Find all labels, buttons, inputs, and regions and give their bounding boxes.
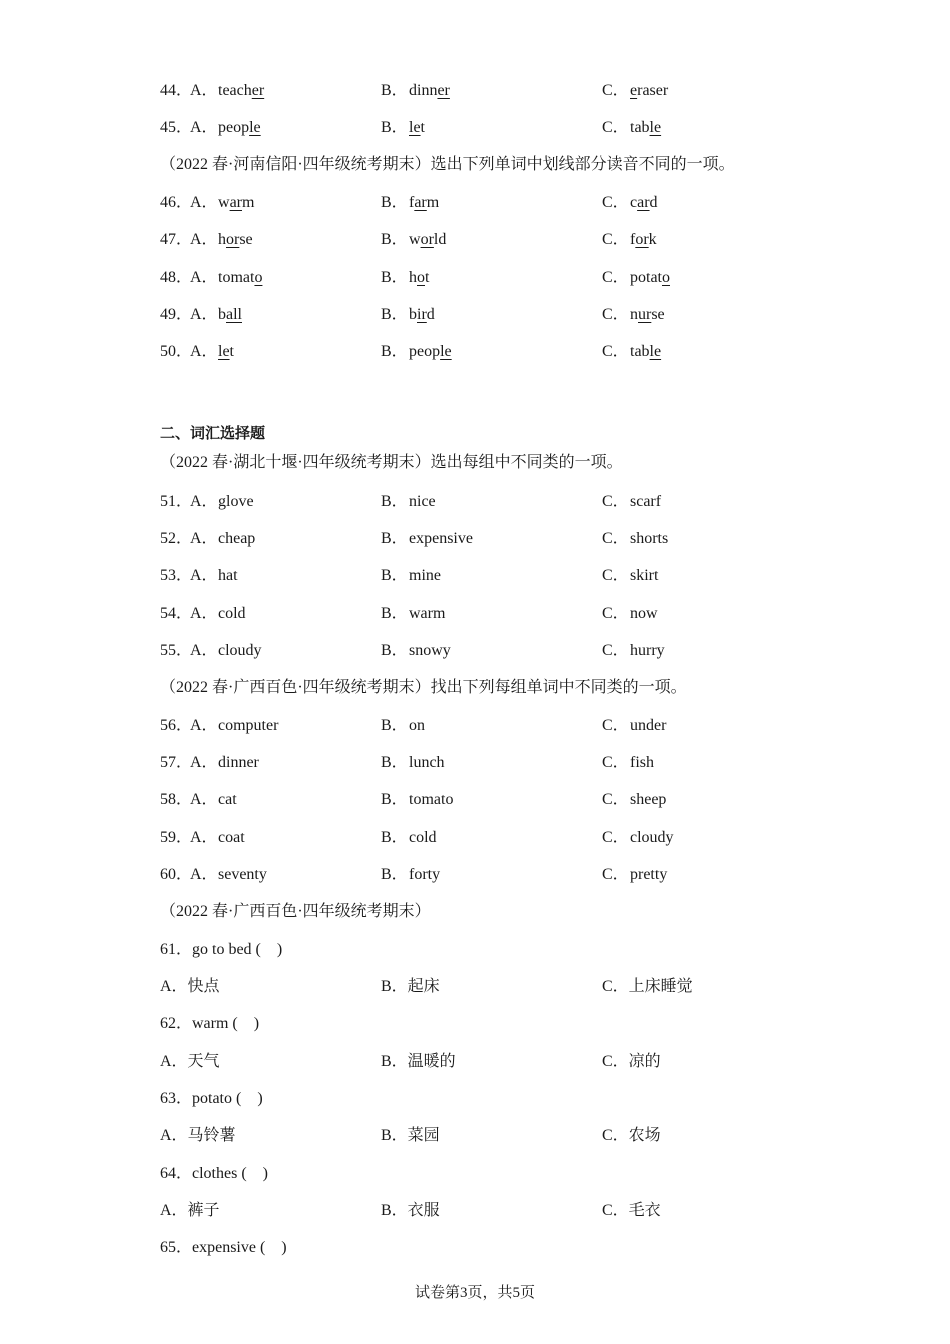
option-b[interactable] — [381, 491, 436, 513]
option-word: computer — [218, 717, 279, 734]
option-a[interactable] — [190, 80, 264, 102]
option-word: hat — [218, 567, 238, 584]
option-c[interactable] — [602, 304, 665, 326]
instruction: （2022 春·广西百色·四年级统考期末）找出下列每组单词中不同类的一项。 — [160, 679, 687, 696]
question-number: 52． — [160, 530, 193, 547]
option-word: table — [630, 119, 662, 136]
option-letter: A． — [190, 791, 218, 808]
option-letter: C． — [602, 194, 629, 211]
question-row — [160, 864, 860, 886]
option-b[interactable] — [381, 341, 452, 363]
option-letter: A． — [190, 717, 218, 734]
option-b[interactable] — [381, 640, 451, 662]
option-word: scarf — [630, 493, 662, 510]
instruction: （2022 春·河南信阳·四年级统考期末）选出下列单词中划线部分读音不同的一项。 — [160, 156, 735, 173]
question-stem: 63．potato ( ) — [160, 1090, 263, 1107]
question-number: 45． — [160, 119, 193, 136]
option-word: skirt — [630, 567, 659, 584]
underlined-part: le — [440, 343, 452, 360]
option-letter: B． — [381, 754, 408, 771]
option-a[interactable] — [190, 864, 267, 886]
option-letter: A． — [190, 119, 218, 136]
option-letter: A． — [190, 194, 218, 211]
option-letter: B． — [381, 791, 408, 808]
option-letter: B． — [381, 82, 408, 99]
option-c[interactable] — [602, 640, 665, 662]
option-letter: C． — [602, 829, 629, 846]
underlined-part: o — [662, 269, 670, 286]
option-word: let — [409, 119, 425, 136]
question-number: 50． — [160, 343, 193, 360]
option-letter: B． — [381, 530, 408, 547]
option-letter: A． — [190, 306, 218, 323]
option-letter: B． — [381, 567, 408, 584]
option-letter: A． — [190, 269, 218, 286]
option-c[interactable]: C．农场 — [602, 1127, 661, 1144]
option-c[interactable]: C．上床睡觉 — [602, 978, 693, 995]
option-b[interactable]: B．衣服 — [381, 1202, 440, 1219]
option-word: hurry — [630, 642, 665, 659]
option-letter: A． — [190, 567, 218, 584]
underlined-part: ar — [637, 194, 650, 211]
option-word: cold — [409, 829, 437, 846]
option-word: potato — [630, 269, 670, 286]
question-number: 47． — [160, 231, 193, 248]
option-word: dinner — [409, 82, 450, 99]
option-letter: B． — [381, 493, 408, 510]
option-a[interactable] — [190, 565, 238, 587]
question-row — [160, 528, 860, 550]
question-row — [160, 715, 860, 737]
underlined-part: ur — [638, 306, 652, 323]
option-letter: C． — [602, 231, 629, 248]
option-a[interactable] — [190, 491, 254, 513]
question-row — [160, 341, 860, 363]
option-word: snowy — [409, 642, 451, 659]
option-letter: B． — [381, 866, 408, 883]
option-word: eraser — [630, 82, 669, 99]
option-c[interactable] — [602, 229, 657, 251]
option-letter: B． — [381, 269, 408, 286]
option-word: cat — [218, 791, 237, 808]
option-a[interactable] — [190, 640, 262, 662]
question-number: 53． — [160, 567, 193, 584]
option-b[interactable] — [381, 789, 453, 811]
option-b[interactable] — [381, 192, 439, 214]
option-letter: C． — [602, 493, 629, 510]
question-row — [160, 267, 860, 289]
underlined-part: or — [635, 231, 649, 248]
option-b[interactable] — [381, 752, 445, 774]
option-word: now — [630, 605, 658, 622]
option-letter: A． — [190, 530, 218, 547]
option-c[interactable] — [602, 528, 668, 550]
instruction: （2022 春·广西百色·四年级统考期末） — [160, 903, 431, 920]
option-c[interactable] — [602, 192, 658, 214]
option-word: bird — [409, 306, 435, 323]
option-b[interactable] — [381, 304, 435, 326]
option-letter: A． — [190, 231, 218, 248]
underlined-part: or — [226, 231, 240, 248]
question-row — [160, 565, 860, 587]
option-b[interactable] — [381, 603, 445, 625]
option-letter: B． — [381, 343, 408, 360]
option-word: coat — [218, 829, 245, 846]
option-letter: C． — [602, 605, 629, 622]
question-row — [160, 80, 860, 102]
underlined-part: er — [251, 82, 265, 99]
underlined-part: o — [254, 269, 263, 286]
underlined-part: le — [218, 343, 230, 360]
option-letter: A． — [190, 866, 218, 883]
option-c[interactable] — [602, 117, 661, 139]
underlined-part: ar — [414, 194, 427, 211]
underlined-part: all — [226, 306, 242, 323]
option-word: fish — [630, 754, 654, 771]
option-c[interactable] — [602, 789, 666, 811]
question-number: 55． — [160, 642, 193, 659]
question-row — [160, 304, 860, 326]
option-letter: C． — [602, 343, 629, 360]
option-c[interactable] — [602, 80, 668, 102]
option-a[interactable]: A．裤子 — [160, 1202, 220, 1219]
option-letter: C． — [602, 82, 629, 99]
option-a[interactable] — [190, 192, 254, 214]
option-word: shorts — [630, 530, 669, 547]
option-a[interactable] — [190, 715, 278, 737]
answer-row — [160, 1125, 860, 1147]
underlined-part: e — [630, 82, 638, 99]
option-b[interactable] — [381, 229, 446, 251]
underlined-part: le — [409, 119, 421, 136]
option-c[interactable] — [602, 864, 667, 886]
option-a[interactable] — [190, 789, 237, 811]
option-b[interactable] — [381, 565, 441, 587]
question-number: 57． — [160, 754, 193, 771]
question-number: 58． — [160, 791, 193, 808]
section-heading: 二、词汇选择题 — [160, 424, 266, 442]
option-word: pretty — [630, 866, 668, 883]
option-c[interactable] — [602, 491, 661, 513]
option-letter: B． — [381, 231, 408, 248]
option-c[interactable] — [602, 565, 658, 587]
option-b[interactable] — [381, 715, 425, 737]
question-row — [160, 192, 860, 214]
option-word: tomato — [409, 791, 454, 808]
option-letter: C． — [602, 717, 629, 734]
option-letter: A． — [190, 754, 218, 771]
option-c[interactable] — [602, 267, 670, 289]
option-word: warm — [218, 194, 255, 211]
option-a[interactable]: A．快点 — [160, 978, 220, 995]
option-word: nice — [409, 493, 436, 510]
option-b[interactable] — [381, 827, 437, 849]
option-word: teacher — [218, 82, 265, 99]
option-b[interactable] — [381, 80, 450, 102]
question-stem: 62．warm ( ) — [160, 1015, 260, 1032]
option-word: let — [218, 343, 234, 360]
option-c[interactable] — [602, 752, 654, 774]
option-a[interactable] — [190, 304, 242, 326]
option-letter: A． — [190, 605, 218, 622]
option-word: cloudy — [630, 829, 674, 846]
option-c[interactable] — [602, 603, 658, 625]
option-a[interactable]: A．天气 — [160, 1053, 220, 1070]
option-letter: C． — [602, 306, 629, 323]
option-word: on — [409, 717, 425, 734]
question-number: 51． — [160, 493, 193, 510]
question-number: 59． — [160, 829, 193, 846]
question-number: 48． — [160, 269, 193, 286]
question-stem: 64．clothes ( ) — [160, 1165, 268, 1182]
answer-row — [160, 976, 860, 998]
option-word: under — [630, 717, 667, 734]
option-word: table — [630, 343, 662, 360]
question-row — [160, 117, 860, 139]
option-letter: B． — [381, 642, 408, 659]
option-b[interactable] — [381, 117, 425, 139]
option-word: cold — [218, 605, 246, 622]
question-stem: 65．expensive ( ) — [160, 1239, 287, 1256]
question-row — [160, 603, 860, 625]
option-letter: C． — [602, 791, 629, 808]
option-b[interactable] — [381, 864, 440, 886]
option-word: ball — [218, 306, 242, 323]
option-letter: B． — [381, 717, 408, 734]
underlined-part: o — [417, 269, 425, 286]
underlined-part: ar — [229, 194, 242, 211]
question-row — [160, 491, 860, 513]
question-stem: 61．go to bed ( ) — [160, 941, 283, 958]
option-letter: A． — [190, 642, 218, 659]
option-word: horse — [218, 231, 253, 248]
option-word: lunch — [409, 754, 445, 771]
question-number: 44． — [160, 82, 193, 99]
option-letter: B． — [381, 194, 408, 211]
option-a[interactable] — [190, 528, 255, 550]
option-letter: B． — [381, 829, 408, 846]
instruction: （2022 春·湖北十堰·四年级统考期末）选出每组中不同类的一项。 — [160, 454, 623, 471]
question-number: 49． — [160, 306, 193, 323]
page-footer: 试卷第3页，共5页 — [414, 1285, 535, 1301]
option-word: tomato — [218, 269, 263, 286]
option-word: forty — [409, 866, 441, 883]
option-word: sheep — [630, 791, 667, 808]
option-c[interactable] — [602, 827, 674, 849]
option-letter: C． — [602, 567, 629, 584]
option-a[interactable] — [190, 603, 246, 625]
underlined-part: ir — [417, 306, 427, 323]
option-letter: C． — [602, 119, 629, 136]
option-letter: A． — [190, 82, 218, 99]
option-word: cloudy — [218, 642, 262, 659]
option-word: fork — [630, 231, 657, 248]
option-letter: C． — [602, 269, 629, 286]
option-b[interactable]: B．起床 — [381, 978, 440, 995]
option-word: cheap — [218, 530, 256, 547]
question-row — [160, 789, 860, 811]
option-letter: A． — [190, 829, 218, 846]
option-a[interactable]: A．马铃薯 — [160, 1127, 236, 1144]
option-word: people — [218, 119, 261, 136]
option-b[interactable] — [381, 528, 473, 550]
question-row — [160, 752, 860, 774]
question-number: 56． — [160, 717, 193, 734]
option-a[interactable] — [190, 267, 262, 289]
option-word: warm — [409, 605, 446, 622]
question-row — [160, 640, 860, 662]
underlined-part: er — [437, 82, 450, 99]
option-word: people — [409, 343, 452, 360]
option-word: expensive — [409, 530, 473, 547]
option-letter: B． — [381, 605, 408, 622]
option-letter: C． — [602, 866, 629, 883]
option-c[interactable]: C．凉的 — [602, 1053, 661, 1070]
option-letter: C． — [602, 530, 629, 547]
option-word: seventy — [218, 866, 267, 883]
underlined-part: or — [420, 231, 434, 248]
option-a[interactable] — [190, 752, 259, 774]
option-word: mine — [409, 567, 441, 584]
option-c[interactable] — [602, 341, 661, 363]
answer-row — [160, 1051, 860, 1073]
question-row — [160, 827, 860, 849]
option-word: nurse — [630, 306, 665, 323]
option-letter: A． — [190, 343, 218, 360]
option-b[interactable]: B．菜园 — [381, 1127, 440, 1144]
answer-row — [160, 1200, 860, 1222]
option-a[interactable] — [190, 117, 261, 139]
option-word: card — [630, 194, 658, 211]
option-b[interactable]: B．温暖的 — [381, 1053, 456, 1070]
option-letter: A． — [190, 493, 218, 510]
option-word: farm — [409, 194, 440, 211]
question-number: 54． — [160, 605, 193, 622]
option-c[interactable] — [602, 715, 666, 737]
option-a[interactable] — [190, 341, 234, 363]
option-word: hot — [409, 269, 430, 286]
underlined-part: le — [649, 343, 662, 360]
underlined-part: le — [249, 119, 261, 136]
option-letter: B． — [381, 119, 408, 136]
option-c[interactable]: C．毛衣 — [602, 1202, 661, 1219]
option-word: dinner — [218, 754, 259, 771]
option-b[interactable] — [381, 267, 429, 289]
question-number: 60． — [160, 866, 193, 883]
option-word: glove — [218, 493, 254, 510]
option-a[interactable] — [190, 827, 245, 849]
option-letter: C． — [602, 642, 629, 659]
option-letter: C． — [602, 754, 629, 771]
option-a[interactable] — [190, 229, 253, 251]
option-word: world — [409, 231, 447, 248]
question-number: 46． — [160, 194, 193, 211]
underlined-part: le — [649, 119, 662, 136]
option-letter: B． — [381, 306, 408, 323]
question-row — [160, 229, 860, 251]
